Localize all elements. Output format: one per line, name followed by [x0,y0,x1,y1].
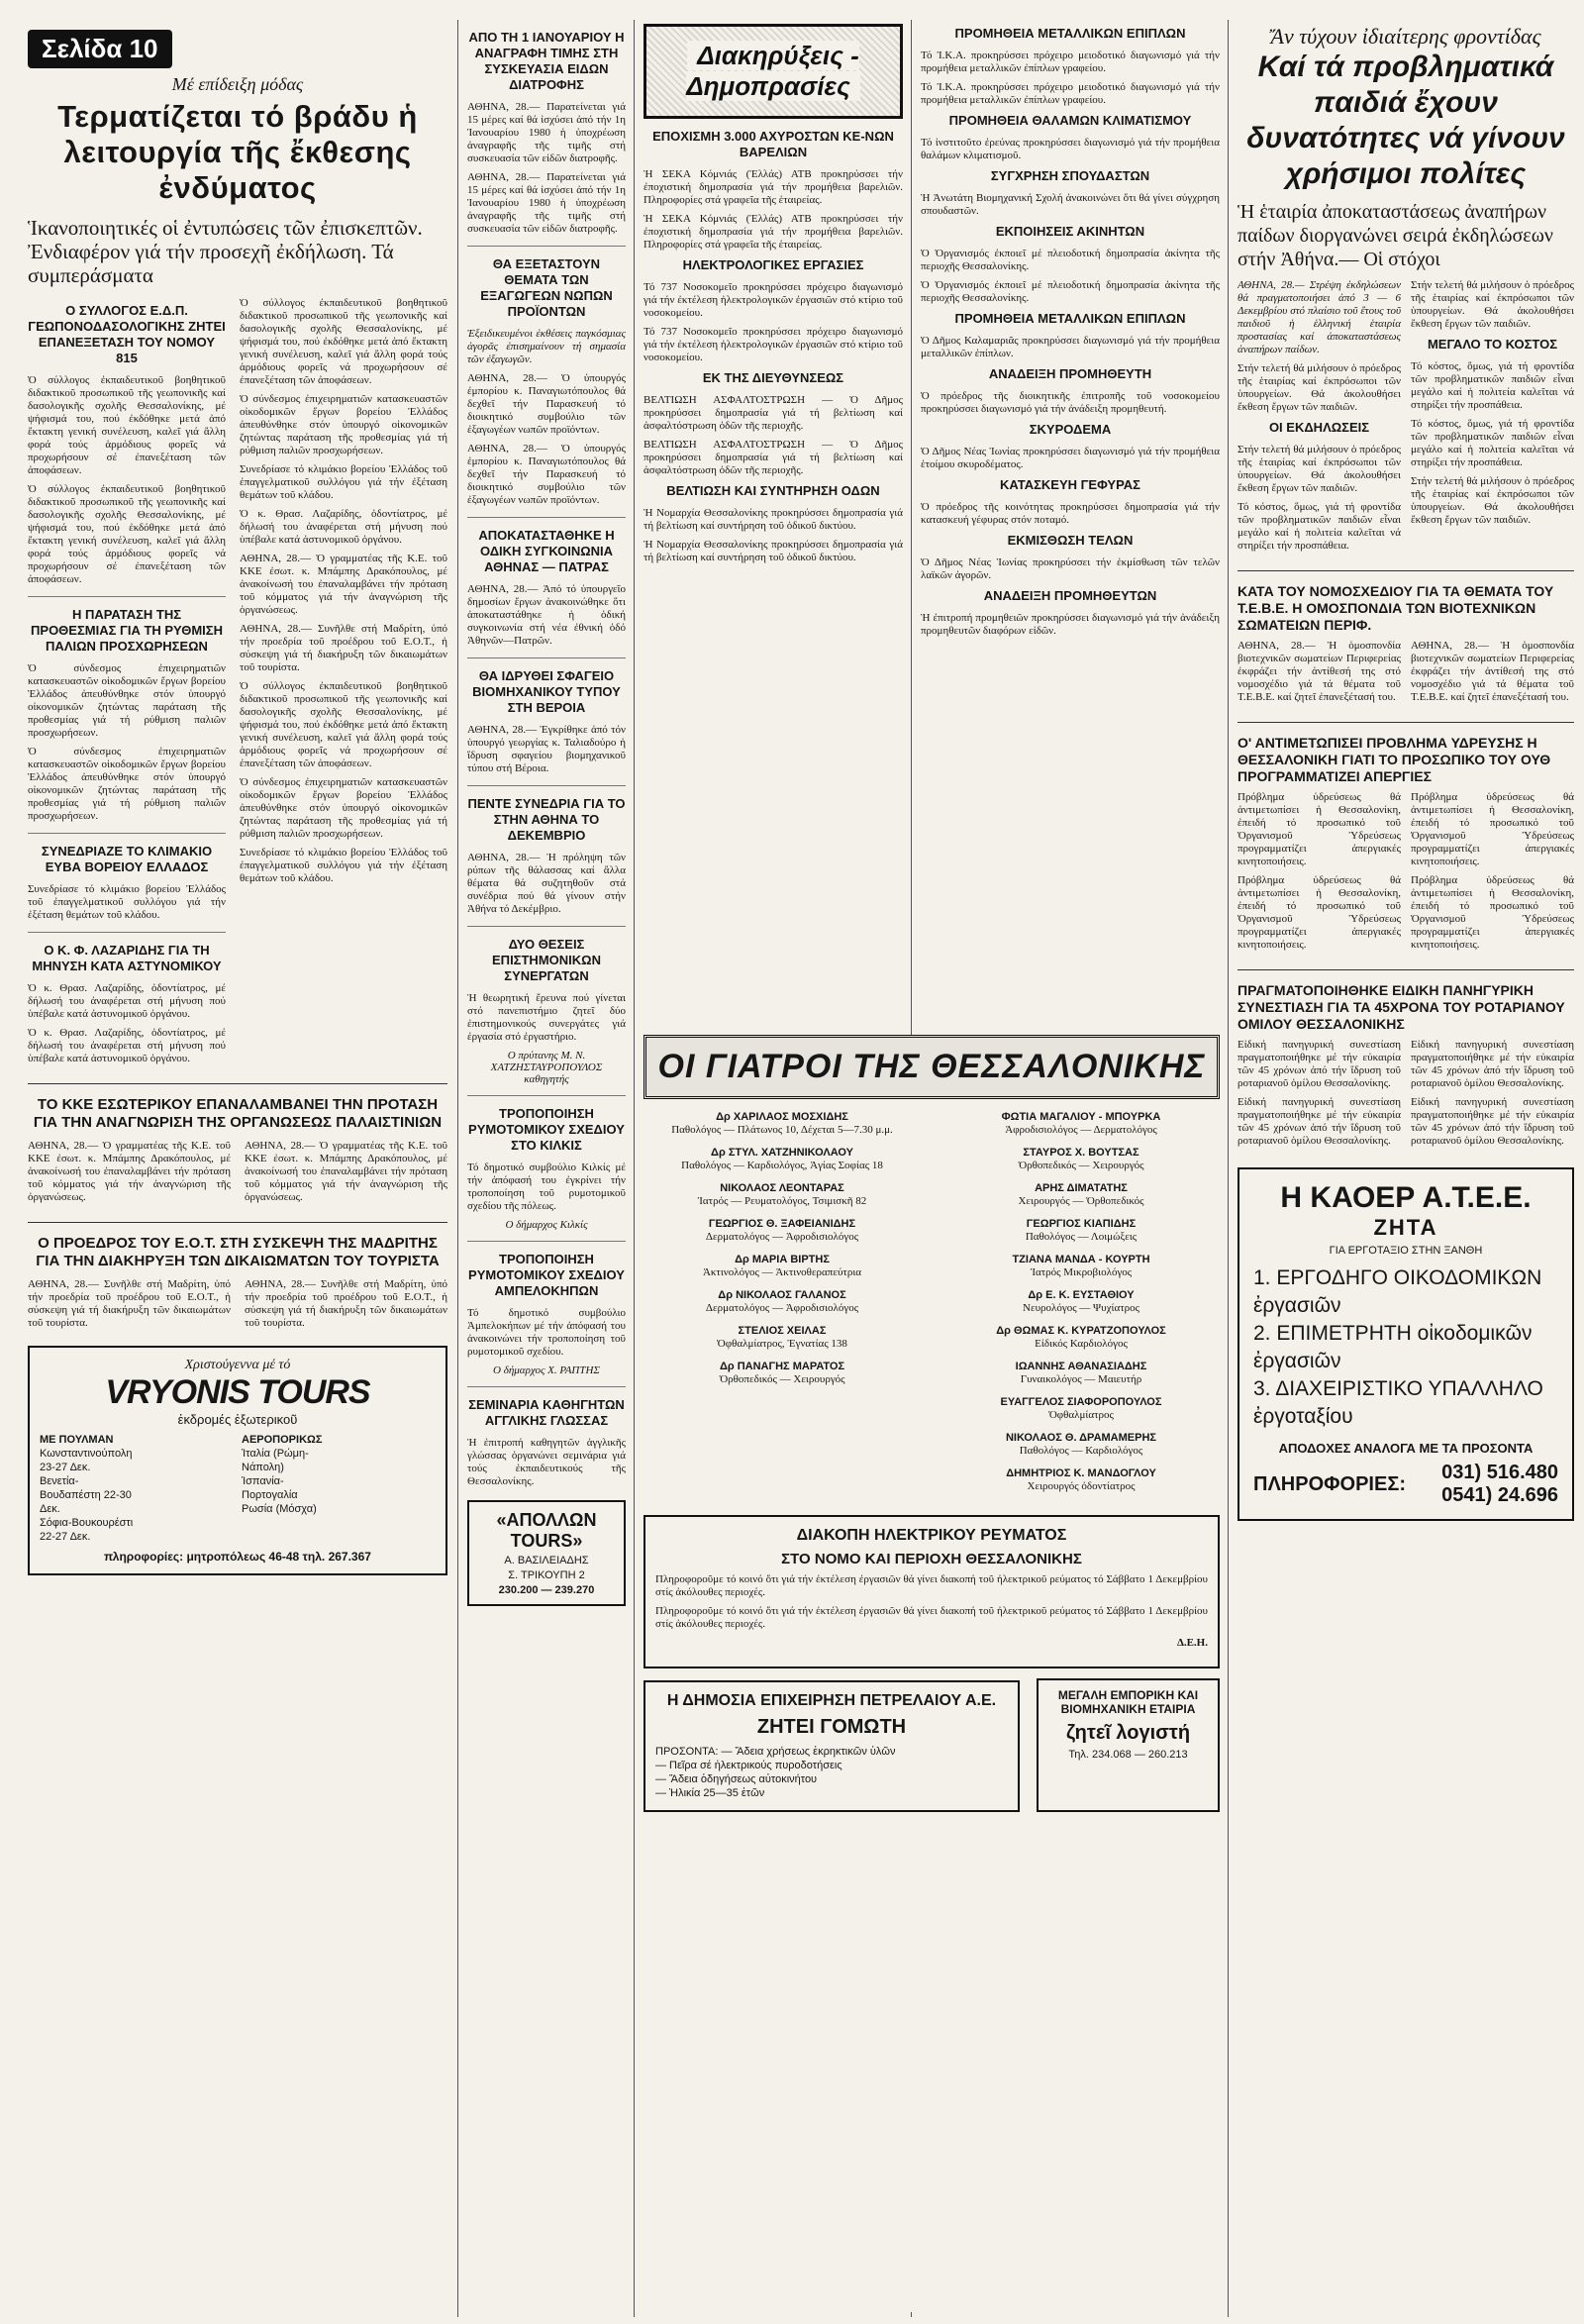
article-body: Συνεδρίασε τό κλιμάκιο βορείου Ἑλλάδος τοῦ ἐπαγγελματικοῦ συλλόγου γιά τήν ἐξέταση θεμάτων τοῦ κλάδου. [28,883,226,921]
ad-left-list [40,1433,234,1544]
ad-logo: VRYONIS TOURS [105,1373,370,1411]
notice-body: Ὁ Δῆμος Καλαμαριᾶς προκηρύσσει διαγωνισμό γιά τήν προμήθεια μεταλλικῶν ἐπίπλων. [921,335,1220,359]
article-headline: Ο' ΑΝΤΙΜΕΤΩΠΙΣΕΙ ΠΡΟΒΛΗΜΑ ΥΔΡΕΥΣΗΣ Η ΘΕΣΣΑΛΟΝΙΚΗ ΓΙΑΤΙ ΤΟ ΠΡΟΣΩΠΙΚΟ ΤΟΥ ΟΥΘ ΠΡΟΓΡΑΜΜΑΤΙΖΕΙ ΑΠΕΡΓΙΕΣ [1238,735,1551,784]
notice-body: ΒΕΛΤΙΩΣΗ ΑΣΦΑΛΤΟΣΤΡΩΣΗ — Ὁ Δῆμος προκηρύσσει δημοπρασία γιά τή βελτίωση καί ἀσφαλτόστρωση ὁδῶν τῆς περιοχῆς. [644,439,903,476]
doctor-listing: ΓΕΩΡΓΙΟΣ Θ. ΞΑΦΕΙΑΝΙΔΗΣ Δερματολόγος — Ἀφροδισιολόγος [705,1218,859,1243]
ad-columns [40,1433,436,1544]
ad-item: Σόφια-Βουκουρέστι 22-27 Δεκ. [40,1517,134,1543]
requirement-item: — Ἡλικία 25—35 ἐτῶν [655,1787,765,1799]
requirement-item: — Ἄδεια ὁδηγήσεως αὐτοκινήτου [655,1773,818,1785]
column-divider [1228,20,1229,2317]
doctor-listing: ΑΡΗΣ ΔΙΜΑΤΑΤΗΣ Χειρουργός — Ὀρθοπεδικός [1018,1182,1144,1207]
notice-headline: ΗΛΕΚΤΡΟΛΟΓΙΚΕΣ ΕΡΓΑΣΙΕΣ [682,257,864,272]
article-body: Ἡ ἐπιτροπή καθηγητῶν ἀγγλικῆς γλώσσας ὀργανώνει σεμινάρια γιά τούς ἐκπαιδευτικούς τῆς Θεσσαλονίκης. [467,1437,626,1487]
notice-body: Ἡ ΣΕΚΑ Κόμνιάς (Ἑλλάς) ΑΤΒ προκηρύσσει τήν ἐποχιστική δημοπρασία γιά τήν προμήθεια βαρελιῶν. Πληροφορίες στά γραφεῖα τῆς ἑταιρείας. [644,213,903,251]
article-body: Ἡ θεωρητική ἔρευνα πού γίνεται στό πανεπιστήμιο ζητεῖ δύο ἐπιστημονικούς συνεργάτες γιά ἐργασία στό ἐργαστήριο. [467,992,626,1043]
article-body: Τό κόστος, ὅμως, γιά τή φροντίδα τῶν προβληματικῶν παιδιῶν εἶναι μεγάλο καί ἡ πολιτεία καλεῖται νά στηρίξει τήν προσπάθεια. [1411,360,1574,411]
article-headline: Ο ΠΡΟΕΔΡΟΣ ΤΟΥ Ε.Ο.Τ. ΣΤΗ ΣΥΣΚΕΨΗ ΤΗΣ ΜΑΔΡΙΤΗΣ ΓΙΑ ΤΗΝ ΔΙΑΚΗΡΥΞΗ ΤΩΝ ΔΙΚΑΙΩΜΑΤΩΝ ΤΟΥ ΤΟΥΡΙΣΤΑ [36,1235,440,1269]
article-body: ΑΘΗΝΑ, 28.— Ὁ γραμματέας τῆς Κ.Ε. τοῦ ΚΚΕ ἐσωτ. κ. Μπάμπης Δρακόπουλος, μέ ἀνακοίνωσή του ἐπαναλαμβάνει τήν πρόταση τοῦ κόμματος γιά τήν ἀναγνώριση τῆς ὀργανώσεως. [240,553,447,616]
ad-name: «ΑΠΟΛΛΩΝ TOURS» [496,1510,597,1551]
article-body: Τό δημοτικό συμβούλιο Κιλκίς μέ τήν ἀπόφασή του ἐγκρίνει τήν τροποποίηση τοῦ ρυμοτομικοῦ σχεδίου τῆς πόλεως. [467,1162,626,1212]
ad-note: ΓΙΑ ΕΡΓΟΤΑΞΙΟ ΣΤΗΝ ΞΑΝΘΗ [1329,1245,1483,1257]
notice-headline: ΚΑΤΑΣΚΕΥΗ ΓΕΦΥΡΑΣ [1000,477,1140,492]
article-body: Ὁ σύλλογος ἐκπαιδευτικοῦ βοηθητικοῦ διδακτικοῦ προσωπικοῦ τῆς γεωπονικῆς καί δασολογικῆς σχολῆς Θεσσαλονίκης, μέ ψήφισμά του, πού ἐκδόθηκε μετά ἀπό ἔκτακτη γενική συνέλευση, καλεῖ γιά ἄλλη φορά τούς ἁρμόδιους φορεῖς νά προχωρήσουν σέ ἐπανεξέταση τῶν ἀποφάσεων. [240,297,447,386]
doctors-section [644,1035,1220,2312]
ad-subtitle: ἐκδρομές ἐξωτερικοῦ [177,1412,298,1427]
notice-signature: Δ.Ε.Η. [1176,1637,1208,1649]
article-body: Ὁ σύνδεσμος ἐπιχειρηματιῶν κατασκευαστῶν οἰκοδομικῶν ἔργων βορείου Ἑλλάδος ἀπευθύνθηκε στόν ὑπουργό οἰκονομικῶν ζητώντας παράταση τῆς προθεσμίας γιά τή ρύθμιση παλιῶν προσχωρήσεων. [28,746,226,822]
column-divider [457,20,458,2317]
accountant-job-ad [1037,1678,1220,1812]
article-headline: ΣΥΝΕΔΡΙΑΖΕ ΤΟ ΚΛΙΜΑΚΙΟ ΕΥΒΑ ΒΟΡΕΙΟΥ ΕΛΛΑΔΟΣ [41,844,213,874]
notice-headline: ΠΡΟΜΗΘΕΙΑ ΘΑΛΑΜΩΝ ΚΛΙΜΑΤΙΣΜΟΥ [948,113,1192,128]
article-columns [1238,640,1574,710]
article-headline: Η ΠΑΡΑΤΑΣΗ ΤΗΣ ΠΡΟΘΕΣΜΙΑΣ ΓΙΑ ΤΗ ΡΥΘΜΙΣΗ ΠΑΛΙΩΝ ΠΡΟΣΧΩΡΗΣΕΩΝ [31,607,223,654]
power-outage-notice [644,1515,1220,1668]
article-columns [28,1140,447,1210]
article-headline: ΚΑΤΑ ΤΟΥ ΝΟΜΟΣΧΕΔΙΟΥ ΓΙΑ ΤΑ ΘΕΜΑΤΑ ΤΟΥ Τ.Ε.Β.Ε. Η ΟΜΟΣΠΟΝΔΙΑ ΤΩΝ ΒΙΟΤΕΧΝΙΚΩΝ ΣΩΜΑΤΕΙΩΝ ΠΕΡΙΦ. [1238,583,1554,633]
doctor-listing: ΔΗΜΗΤΡΙΟΣ Κ. ΜΑΝΔΟΓΛΟΥ Χειρουργός ὀδοντίατρος [1006,1467,1156,1492]
notice-body: Ἡ ΣΕΚΑ Κόμνιάς (Ἑλλάς) ΑΤΒ προκηρύσσει τήν ἐποχιστική δημοπρασία γιά τήν προμήθεια βαρελιῶν. Πληροφορίες στά γραφεῖα τῆς ἑταιρείας. [644,168,903,206]
feature-headline: Καί τά προβληματικά παιδιά ἔχουν δυνατότητες νά γίνουν χρήσιμοι πολίτες [1246,51,1565,190]
article-body: Πρόβλημα ὑδρεύσεως θά ἀντιμετωπίσει ἡ Θεσσαλονίκη, ἐπειδή τό προσωπικό τοῦ Ὀργανισμοῦ Ὑδρεύσεως προγραμματίζει ἀπεργιακές κινητοποιήσεις. [1238,874,1401,951]
bottom-ads [644,1668,1220,1812]
ad-right-list [242,1433,436,1544]
article-body: Εἰδική πανηγυρική συνεστίαση πραγματοποιήθηκε μέ τήν εὐκαιρία τῶν 45 χρόνων ἀπό τήν ἵδρυση τοῦ ροταριανοῦ ὁμίλου Θεσσαλονίκης. [1238,1039,1401,1089]
lead-columns [28,297,447,1071]
article-body: Στήν τελετή θά μιλήσουν ὁ πρόεδρος τῆς ἑταιρίας καί ἐκπρόσωποι τῶν ὑπουργείων. Θά ἀκολουθήσει ἔκθεση ἔργων τῶν παιδιῶν. [1238,362,1401,413]
notice-headline: ΠΡΟΜΗΘΕΙΑ ΜΕΤΑΛΛΙΚΩΝ ΕΠΙΠΛΩΝ [954,26,1186,41]
article-body: Στήν τελετή θά μιλήσουν ὁ πρόεδρος τῆς ἑταιρίας καί ἐκπρόσωποι τῶν ὑπουργείων. Θά ἀκολουθήσει ἔκθεση ἔργων τῶν παιδιῶν. [1411,279,1574,330]
doctor-listing: Δρ Ε. Κ. ΕΥΣΤΑΘΙΟΥ Νευρολόγος — Ψυχίατρος [1023,1289,1139,1314]
article-body: Στήν τελετή θά μιλήσουν ὁ πρόεδρος τῆς ἑταιρίας καί ἐκπρόσωποι τῶν ὑπουργείων. Θά ἀκολουθήσει ἔκθεση ἔργων τῶν παιδιῶν. [1238,444,1401,494]
article-headline: Ο ΣΥΛΛΟΓΟΣ Ε.Δ.Π. ΓΕΩΠΟΝΟΔΑΣΟΛΟΓΙΚΗΣ ΖΗΤΕΙ ΕΠΑΝΕΞΕΤΑΣΗ ΤΟΥ ΝΟΜΟΥ 815 [28,303,226,365]
doctor-listing: Δρ ΝΙΚΟΛΑΟΣ ΓΑΛΑΝΟΣ Δερματολόγος — Ἀφροδισιολόγος [705,1289,859,1314]
article-headline: ΠΡΑΓΜΑΤΟΠΟΙΗΘΗΚΕ ΕΙΔΙΚΗ ΠΑΝΗΓΥΡΙΚΗ ΣΥΝΕΣΤΙΑΣΗ ΓΙΑ ΤΑ 45ΧΡΟΝΑ ΤΟΥ ΡΟΤΑΡΙΑΝΟΥ ΟΜΙΛΟΥ ΘΕΣΣΑΛΟΝΙΚΗΣ [1238,982,1565,1032]
doctors-col-right [942,1111,1220,1503]
ad-requirements [655,1745,1008,1800]
feature-col-b [1411,279,1574,558]
article-headline: ΣΕΜΙΝΑΡΙΑ ΚΑΘΗΓΗΤΩΝ ΑΓΓΛΙΚΗΣ ΓΛΩΣΣΑΣ [468,1397,625,1428]
article-col [1411,791,1574,958]
notice-body: Ὁ πρόεδρος τῆς διοικητικῆς ἐπιτροπῆς τοῦ νοσοκομείου προκηρύσσει διαγωνισμό γιά τήν ἀνάδειξη προμηθευτή. [921,390,1220,415]
doctor-listing: ΦΩΤΙΑ ΜΑΓΑΛΙΟΥ - ΜΠΟΥΡΚΑ Ἀφροδισιολόγος — Δερματολόγος [1001,1111,1161,1136]
notices-list [644,129,903,564]
article-body: Εἰδική πανηγυρική συνεστίαση πραγματοποιήθηκε μέ τήν εὐκαιρία τῶν 45 χρόνων ἀπό τήν ἵδρυση τοῦ ροταριανοῦ ὁμίλου Θεσσαλονίκης. [1411,1039,1574,1089]
doctors-banner [644,1035,1220,1099]
feature-col-a [1238,279,1401,558]
article-col [1238,1039,1401,1154]
notice-body: Ὁ πρόεδρος τῆς κοινότητας προκηρύσσει δημοπρασία γιά τήν κατασκευή γέφυρας στόν ποταμό. [921,501,1220,526]
article-body: Ὁ σύνδεσμος ἐπιχειρηματιῶν κατασκευαστῶν οἰκοδομικῶν ἔργων βορείου Ἑλλάδος ἀπευθύνθηκε στόν ὑπουργό οἰκονομικῶν ζητώντας παράταση τῆς προθεσμίας γιά τή ρύθμιση παλιῶν προσχωρήσεων. [28,662,226,739]
ad-company: Η ΚΑΟΕΡ Α.Τ.Ε.Ε. [1280,1181,1532,1214]
article-body: ΑΘΗΝΑ, 28.— Ἀπό τό ὑπουργεῖο δημοσίων ἔργων ἀνακοινώθηκε ὅτι ἀποκαταστάθηκε ἡ ὁδική συγκοινωνία στή νέα ἐθνική ὁδό Ἀθηνῶν—Πατρῶν. [467,583,626,647]
banner-title: Διακηρύξεις - Δημοπρασίες [686,41,859,101]
article-headline: ΤΡΟΠΟΠΟΙΗΣΗ ΡΥΜΟΤΟΜΙΚΟΥ ΣΧΕΔΙΟΥ ΑΜΠΕΛΟΚΗΠΩΝ [468,1252,625,1298]
article-body: Εἰδική πανηγυρική συνεστίαση πραγματοποιήθηκε μέ τήν εὐκαιρία τῶν 45 χρόνων ἀπό τήν ἵδρυση τοῦ ροταριανοῦ ὁμίλου Θεσσαλονίκης. [1411,1096,1574,1147]
doctor-listing: ΤΖΙΑΝΑ ΜΑΝΔΑ - ΚΟΥΡΤΗ Ἰατρός Μικροβιολόγος [1012,1254,1150,1278]
ad-salary-note: ΑΠΟΔΟΧΕΣ ΑΝΑΛΟΓΑ ΜΕ ΤΑ ΠΡΟΣΟΝΤΑ [1278,1441,1534,1456]
notice-body: Ἡ ἐπιτροπή προμηθειῶν προκηρύσσει διαγωνισμό γιά τήν ἀνάδειξη προμηθευτῶν διαφόρων εἰδῶν. [921,612,1220,637]
job-item: 2. ΕΠΙΜΕΤΡΗΤΗ οἰκοδομικῶν ἐργασιῶν [1253,1322,1533,1372]
ad-phone: 230.200 — 239.270 [498,1584,595,1596]
notice-headline: ΒΕΛΤΙΩΣΗ ΚΑΙ ΣΥΝΤΗΡΗΣΗ ΟΔΩΝ [666,483,880,498]
notice-headline: ΑΝΑΔΕΙΞΗ ΠΡΟΜΗΘΕΥΤΗ [988,366,1152,381]
article-headline: ΘΑ ΙΔΡΥΘΕΙ ΣΦΑΓΕΙΟ ΒΙΟΜΗΧΑΝΙΚΟΥ ΤΥΠΟΥ ΣΤΗ ΒΕΡΟΙΑ [472,668,621,715]
ad-owner: Α. ΒΑΣΙΛΕΙΑΔΗΣ [504,1555,589,1566]
article-headline: ΤΡΟΠΟΠΟΙΗΣΗ ΡΥΜΟΤΟΜΙΚΟΥ ΣΧΕΔΙΟΥ ΣΤΟ ΚΙΛΚΙΣ [468,1106,625,1153]
article-subhead: ΟΙ ΕΚΔΗΛΩΣΕΙΣ [1268,420,1370,435]
article-body: ΑΘΗΝΑ, 28.— Συνῆλθε στή Μαδρίτη, ὑπό τήν προεδρία τοῦ προέδρου τοῦ Ε.Ο.Τ., ἡ σύσκεψη γιά τή διακήρυξη τῶν δικαιωμάτων τοῦ τουρίστα. [240,623,447,673]
doctor-listing: Δρ ΘΩΜΑΣ Κ. ΚΥΡΑΤΖΟΠΟΥΛΟΣ Εἰδικός Καρδιολόγος [996,1325,1166,1350]
job-item: 1. ΕΡΓΟΔΗΓΟ ΟΙΚΟΔΟΜΙΚΩΝ ἐργασιῶν [1253,1266,1542,1317]
article-body: Ὁ σύνδεσμος ἐπιχειρηματιῶν κατασκευαστῶν οἰκοδομικῶν ἔργων βορείου Ἑλλάδος ἀπευθύνθηκε στόν ὑπουργό οἰκονομικῶν ζητώντας παράταση τῆς προθεσμίας γιά τή ρύθμιση παλιῶν προσχωρήσεων. [240,776,447,840]
article-body: Ὁ σύνδεσμος ἐπιχειρηματιῶν κατασκευαστῶν οἰκοδομικῶν ἔργων βορείου Ἑλλάδος ἀπευθύνθηκε στόν ὑπουργό οἰκονομικῶν ζητώντας παράταση τῆς προθεσμίας γιά τή ρύθμιση παλιῶν προσχωρήσεων. [240,393,447,456]
notice-body: Ἡ Νομαρχία Θεσσαλονίκης προκηρύσσει δημοπρασία γιά τή βελτίωση καί συντήρηση τοῦ ὁδικοῦ δικτύου. [644,539,903,563]
article-columns [1238,791,1574,958]
article-body: ΑΘΗΝΑ, 28.— Συνῆλθε στή Μαδρίτη, ὑπό τήν προεδρία τοῦ προέδρου τοῦ Ε.Ο.Τ., ἡ σύσκεψη γιά τή διακήρυξη τῶν δικαιωμάτων τοῦ τουρίστα. [245,1278,447,1329]
doctor-listing: ΝΙΚΟΛΑΟΣ ΛΕΟΝΤΑΡΑΣ Ἰατρός — Ρευματολόγος, Τσιμισκῆ 82 [697,1182,867,1207]
article-body: Πρόβλημα ὑδρεύσεως θά ἀντιμετωπίσει ἡ Θεσσαλονίκη, ἐπειδή τό προσωπικό τοῦ Ὀργανισμοῦ Ὑδρεύσεως προγραμματίζει ἀπεργιακές κινητοποιήσεις. [1238,791,1401,867]
article-headline: ΑΠΟΚΑΤΑΣΤΑΘΗΚΕ Η ΟΔΙΚΗ ΣΥΓΚΟΙΝΩΝΙΑ ΑΘΗΝΑΣ — ΠΑΤΡΑΣ [478,528,615,574]
notice-headline: ΠΡΟΜΗΘΕΙΑ ΜΕΤΑΛΛΙΚΩΝ ΕΠΙΠΛΩΝ [954,311,1186,326]
notice-title: ΔΙΑΚΟΠΗ ΗΛΕΚΤΡΙΚΟΥ ΡΕΥΜΑΤΟΣ [796,1527,1067,1544]
notice-headline: ΣΚΥΡΟΔΕΜΑ [1029,422,1112,437]
article-headline: ΤΟ ΚΚΕ ΕΣΩΤΕΡΙΚΟΥ ΕΠΑΝΑΛΑΜΒΑΝΕΙ ΤΗΝ ΠΡΟΤΑΣΗ ΓΙΑ ΤΗΝ ΑΝΑΓΝΩΡΙΣΗ ΤΗΣ ΟΡΓΑΝΩΣΕΩΣ ΠΑΛΑΙΣΤΙΝΙΩΝ [33,1096,443,1131]
lead-deck: Ἱκανοποιητικές οἱ ἐντυπώσεις τῶν ἐπισκεπτῶν. Ἐνδιαφέρον γιά τήν προσεχῆ ἐκδήλωση. Τά συμπεράσματα [28,216,423,287]
article-headline: ΠΕΝΤΕ ΣΥΝΕΔΡΙΑ ΓΙΑ ΤΟ ΣΤΗΝ ΑΘΗΝΑ ΤΟ ΔΕΚΕΜΒΡΙΟ [467,796,626,843]
article-body: Ὁ κ. Θρασ. Λαζαρίδης, ὀδοντίατρος, μέ δήλωσή του ἀναφέρεται στή μήνυση πού ὑπέβαλε κατά ἀστυνομικοῦ ὀργάνου. [28,982,226,1020]
article-col [1411,1039,1574,1154]
article-body: ΑΘΗΝΑ, 28.— Ὁ ὑπουργός ἐμπορίου κ. Παναγιωτόπουλος θά δεχθεῖ τήν Παρασκευή τό διοικητικό συμβούλιο τῶν ἐξαγωγέων νωπῶν προϊόντων. [467,372,626,436]
notice-body: Ἡ Ἀνωτάτη Βιομηχανική Σχολή ἀνακοινώνει ὅτι θά γίνει σύγχρηση σπουδαστῶν. [921,192,1220,217]
ad-contact [1253,1462,1558,1507]
notice-body: Τό Ἰ.Κ.Α. προκηρύσσει πρόχειρο μειοδοτικό διαγωνισμό γιά τήν προμήθεια μεταλλικῶν ἐπίπλων γραφείου. [921,81,1220,106]
doctors-col-left [644,1111,921,1503]
doctor-listing: Δρ ΣΤΥΛ. ΧΑΤΖΗΝΙΚΟΛΑΟΥ Παθολόγος — Καρδιολόγος, Ἀγίας Σοφίας 18 [681,1147,883,1171]
job-item: 3. ΔΙΑΧΕΙΡΙΣΤΙΚΟ ΥΠΑΛΛΗΛΟ ἐργοταξίου [1253,1377,1543,1428]
requirement-item: — Πεῖρα σέ ἠλεκτρικούς πυροδοτήσεις [655,1760,842,1771]
article-body: Πρόβλημα ὑδρεύσεως θά ἀντιμετωπίσει ἡ Θεσσαλονίκη, ἐπειδή τό προσωπικό τοῦ Ὀργανισμοῦ Ὑδρεύσεως προγραμματίζει ἀπεργιακές κινητοποιήσεις. [1411,874,1574,951]
article-headline: Ο Κ. Φ. ΛΑΖΑΡΙΔΗΣ ΓΙΑ ΤΗ ΜΗΝΥΣΗ ΚΑΤΑ ΑΣΤΥΝΟΜΙΚΟΥ [32,943,222,973]
notice-headline: ΕΚΜΙΣΘΩΣΗ ΤΕΛΩΝ [1007,533,1134,548]
ad-item: ΜΕ ΠΟΥΛΜΑΝ [40,1434,114,1446]
notice-body: Πληροφοροῦμε τό κοινό ὅτι γιά τήν ἐκτέλεση ἐργασιῶν θά γίνει διακοπή τοῦ ἠλεκτρικοῦ ρεύματος τό Σάββατο 1 Δεκεμβρίου στίς ἀκόλουθες περιοχές. [655,1605,1208,1630]
lead-col-b [240,297,447,1071]
article-body: Συνεδρίασε τό κλιμάκιο βορείου Ἑλλάδος τοῦ ἐπαγγελματικοῦ συλλόγου γιά τήν ἐξέταση θεμάτων τοῦ κλάδου. [240,847,447,884]
fuel-company-ad [644,1680,1020,1812]
article-body: ΑΘΗΝΑ, 28.— Ὁ γραμματέας τῆς Κ.Ε. τοῦ ΚΚΕ ἐσωτ. κ. Μπάμπης Δρακόπουλος, μέ ἀνακοίνωσή του ἐπαναλαμβάνει τήν πρόταση τοῦ κόμματος γιά τήν ἀναγνώριση τῆς ὀργανώσεως. [245,1140,447,1203]
doctor-listing: ΓΕΩΡΓΙΟΣ ΚΙΑΠΙΔΗΣ Παθολόγος — Λοιμώξεις [1025,1218,1138,1243]
article-body: Πρόβλημα ὑδρεύσεως θά ἀντιμετωπίσει ἡ Θεσσαλονίκη, ἐπειδή τό προσωπικό τοῦ Ὀργανισμοῦ Ὑδρεύσεως προγραμματίζει ἀπεργιακές κινητοποιήσεις. [1411,791,1574,867]
doctor-listing: Δρ ΠΑΝΑΓΗΣ ΜΑΡΑΤΟΣ Ὀρθοπεδικός — Χειρουργός [719,1361,845,1385]
article-body: ΑΘΗΝΑ, 28.— Παρατείνεται γιά 15 μέρες καί θά ἰσχύσει ἀπό τήν 1η Ἰανουαρίου 1980 ἡ ὑποχρέωση ἀναγραφῆς τῆς τιμῆς στή συσκευασία τῶν εἰδῶν διατροφῆς. [467,171,626,235]
column-second [467,0,626,2317]
column-divider [634,20,635,2317]
article-body: ΑΘΗΝΑ, 28.— Συνῆλθε στή Μαδρίτη, ὑπό τήν προεδρία τοῦ προέδρου τοῦ Ε.Ο.Τ., ἡ σύσκεψη γιά τή διακήρυξη τῶν δικαιωμάτων τοῦ τουρίστα. [28,1278,231,1329]
notice-body: Ἡ Νομαρχία Θεσσαλονίκης προκηρύσσει δημοπρασία γιά τή βελτίωση καί συντήρηση τοῦ ὁδικοῦ δικτύου. [644,507,903,532]
article-headline: ΑΠΟ ΤΗ 1 ΙΑΝΟΥΑΡΙΟΥ Η ΑΝΑΓΡΑΦΗ ΤΙΜΗΣ ΣΤΗ ΣΥΣΚΕΥΑΣΙΑ ΕΙΔΩΝ ΔΙΑΤΡΟΦΗΣ [468,30,625,92]
column-left [28,0,447,2317]
ad-tagline: Χριστούγεννα μέ τό [184,1358,291,1372]
article-body: ΑΘΗΝΑ, 28.— Ἡ πρόληψη τῶν ρύπων τῆς θάλασσας καί ἄλλα θέματα θά συζητηθοῦν στά συνέδρια πού θά γίνουν στήν Ἀθήνα τό Δεκέμβριο. [467,852,626,915]
doctors-listings [644,1111,1220,1503]
ad-subtitle: ζητεῖ λογιστή [1065,1722,1191,1744]
notice-headline: ΕΠΟΧΙΣΜΗ 3.000 ΑΧΥΡΟΣΤΩΝ ΚΕ-ΝΩΝ ΒΑΡΕΛΙΩΝ [652,129,894,159]
ad-item: Βενετία-Βουδαπέστη 22-30 Δεκ. [40,1475,132,1515]
article-body: ΑΘΗΝΑ, 28.— Ὁ γραμματέας τῆς Κ.Ε. τοῦ ΚΚΕ ἐσωτ. κ. Μπάμπης Δρακόπουλος, μέ ἀνακοίνωσή του ἐπαναλαμβάνει τήν πρόταση τοῦ κόμματος γιά τήν ἀναγνώριση τῆς ὀργανώσεως. [28,1140,231,1203]
doctor-listing: ΝΙΚΟΛΑΟΣ Θ. ΔΡΑΜΑΜΕΡΗΣ Παθολόγος — Καρδιολόγος [1005,1432,1157,1457]
doctor-listing: Δρ ΧΑΡΙΛΑΟΣ ΜΟΣΧΙΔΗΣ Παθολόγος — Πλάτωνος 10, Δέχεται 5—7.30 μ.μ. [671,1111,893,1136]
article-body: ΑΘΗΝΑ, 28.— Ἐγκρίθηκε ἀπό τόν ὑπουργό γεωργίας κ. Ταλιαδούρο ἡ ἵδρυση σφαγείου βιομηχανικοῦ τύπου στή Βέροια. [467,724,626,774]
feature-deck: Ἡ ἑταιρία ἀποκαταστάσεως ἀναπήρων παίδων διοργανώνει σειρά ἐκδηλώσεων στήν Ἀθήνα.— Οἱ στόχοι [1238,201,1553,270]
article-signature: Ο πρύτανης Μ. Ν. ΧΑΤΖΗΣΤΑΥΡΟΠΟΥΛΟΣ καθηγητής [490,1050,603,1085]
ad-item: ΑΕΡΟΠΟΡΙΚΩΣ [242,1434,323,1446]
job-advertisement [1238,1167,1574,1521]
ad-item: Ἰταλία (Ρώμη-Νάπολη) [242,1448,309,1473]
article-body: Συνεδρίασε τό κλιμάκιο βορείου Ἑλλάδος τοῦ ἐπαγγελματικοῦ συλλόγου γιά τήν ἐξέταση θεμάτων τοῦ κλάδου. [240,463,447,501]
article-body: Ὁ σύλλογος ἐκπαιδευτικοῦ βοηθητικοῦ διδακτικοῦ προσωπικοῦ τῆς γεωπονικῆς καί δασολογικῆς σχολῆς Θεσσαλονίκης, μέ ψήφισμά του, πού ἐκδόθηκε μετά ἀπό ἔκτακτη γενική συνέλευση, καλεῖ γιά ἄλλη φορά τούς ἁρμόδιους φορεῖς νά προχωρήσουν σέ ἐπανεξέταση τῶν ἀποφάσεων. [240,680,447,769]
phone-number: 0541) 24.696 [1441,1484,1558,1506]
article-col [1238,791,1401,958]
article-body: ΑΘΗΝΑ, 28.— Παρατείνεται γιά 15 μέρες καί θά ἰσχύσει ἀπό τήν 1η Ἰανουαρίου 1980 ἡ ὑποχρέωση ἀναγραφῆς τῆς τιμῆς στή συσκευασία τῶν εἰδῶν διατροφῆς. [467,101,626,164]
ad-footer: πληροφορίες: μητροπόλεως 46-48 τηλ. 267.367 [104,1550,371,1564]
article-body: Στήν τελετή θά μιλήσουν ὁ πρόεδρος τῆς ἑταιρίας καί ἐκπρόσωποι τῶν ὑπουργείων. Θά ἀκολουθήσει ἔκθεση ἔργων τῶν παιδιῶν. [1411,475,1574,526]
notice-body: Ὁ Ὀργανισμός ἐκποιεῖ μέ πλειοδοτική δημοπρασία ἀκίνητα τῆς περιοχῆς Θεσσαλονίκης. [921,279,1220,304]
phone-number: 031) 516.480 [1441,1462,1558,1483]
doctor-listing: ΕΥΑΓΓΕΛΟΣ ΣΙΑΦΟΡΟΠΟΥΛΟΣ Ὀφθαλμίατρος [1000,1396,1162,1421]
notice-body: Ὁ Δῆμος Νέας Ἰωνίας προκηρύσσει τήν ἐκμίσθωση τῶν τελῶν λαϊκῶν ἀγορῶν. [921,556,1220,581]
article-body: Ὁ κ. Θρασ. Λαζαρίδης, ὀδοντίατρος, μέ δήλωσή του ἀναφέρεται στή μήνυση πού ὑπέβαλε κατά ἀστυνομικοῦ ὀργάνου. [28,1027,226,1064]
notice-body: Πληροφοροῦμε τό κοινό ὅτι γιά τήν ἐκτέλεση ἐργασιῶν θά γίνει διακοπή τοῦ ἠλεκτρικοῦ ρεύματος τό Σάββατο 1 Δεκεμβρίου στίς ἀκόλουθες περιοχές. [655,1573,1208,1598]
notice-body: Τό Ἰ.Κ.Α. προκηρύσσει πρόχειρο μειοδοτικό διαγωνισμό γιά τήν προμήθεια μεταλλικῶν ἐπίπλων γραφείου. [921,50,1220,74]
lead-kicker: Μέ επίδειξη μόδας [171,74,304,94]
article-body: Ὁ κ. Θρασ. Λαζαρίδης, ὀδοντίατρος, μέ δήλωσή του ἀναφέρεται στή μήνυση πού ὑπέβαλε κατά ἀστυνομικοῦ ὀργάνου. [240,508,447,546]
ad-item: Ρωσία (Μόσχα) [242,1503,317,1515]
contact-phones [1441,1462,1558,1507]
ad-item: Κωνσταντινούπολη 23-27 Δεκ. [40,1448,133,1473]
feature-kicker: Ἄν τύχουν ἰδιαίτερης φροντίδας [1270,24,1541,49]
contact-label: ΠΛΗΡΟΦΟΡΙΕΣ: [1253,1472,1406,1495]
ad-subtitle: ΖΗΤΕΙ ΓΟΜΩΤΗ [756,1716,907,1738]
notice-subtitle: ΣΤΟ ΝΟΜΟ ΚΑΙ ΠΕΡΙΟΧΗ ΘΕΣΣΑΛΟΝΙΚΗΣ [781,1551,1082,1567]
ad-address: Σ. ΤΡΙΚΟΥΠΗ 2 [508,1569,585,1581]
article-columns [28,1278,447,1336]
article-lead: ΑΘΗΝΑ, 28.— Στρέψη ἐκδηλώσεων θά πραγματοποιήσει ἀπό 3 — 6 Δεκεμβρίου στό πλαίσιο τοῦ ἔτους τοῦ παιδιοῦ ἡ ἑλληνική ἑταιρία προστασίας καί ἀποκαταστάσεως ἀναπήρων παίδων. [1238,279,1401,355]
feature-columns [1238,279,1574,558]
article-signature: Ο δήμαρχος Κιλκίς [505,1219,588,1231]
doctor-listing: ΣΤΕΛΙΟΣ ΧΕΙΛΑΣ Ὀφθαλμίατρος, Ἐγνατίας 138 [717,1325,847,1350]
article-body: Τό κόστος, ὅμως, γιά τή φροντίδα τῶν προβληματικῶν παιδιῶν εἶναι μεγάλο καί ἡ πολιτεία καλεῖται νά στηρίξει τήν προσπάθεια. [1238,501,1401,552]
article-signature: Ο δήμαρχος Χ. ΡΑΠΤΗΣ [493,1364,600,1376]
column-right [1238,0,1574,2317]
notice-body: Τό 737 Νοσοκομεῖο προκηρύσσει πρόχειρο διαγωνισμό γιά τήν ἐκτέλεση ἠλεκτρολογικῶν ἐργασιῶν στό κτίριο τοῦ νοσοκομείου. [644,281,903,319]
doctors-title: ΟΙ ΓΙΑΤΡΟΙ ΤΗΣ ΘΕΣΣΑΛΟΝΙΚΗΣ [657,1048,1206,1085]
notice-body: Τό 737 Νοσοκομεῖο προκηρύσσει πρόχειρο διαγωνισμό γιά τήν ἐκτέλεση ἠλεκτρολογικῶν ἐργασιῶν στό κτίριο τοῦ νοσοκομείου. [644,326,903,363]
article-subhead: ΜΕΓΑΛΟ ΤΟ ΚΟΣΤΟΣ [1427,337,1558,352]
article-columns [1238,1039,1574,1154]
requirement-item: ΠΡΟΣΟΝΤΑ: — Ἄδεια χρήσεως ἐκρηκτικῶν ὑλῶν [655,1746,896,1758]
article-body: Τό κόστος, ὅμως, γιά τή φροντίδα τῶν προβληματικῶν παιδιῶν εἶναι μεγάλο καί ἡ πολιτεία καλεῖται νά στηρίξει τήν προσπάθεια. [1411,418,1574,468]
ad-item: Ἰσπανία-Πορτογαλία [242,1475,298,1501]
page-number-tag: Σελίδα 10 [28,30,172,68]
article-body: Ὁ σύλλογος ἐκπαιδευτικοῦ βοηθητικοῦ διδακτικοῦ προσωπικοῦ τῆς γεωπονικῆς καί δασολογικῆς σχολῆς Θεσσαλονίκης, μέ ψήφισμά του, πού ἐκδόθηκε μετά ἀπό ἔκτακτη γενική συνέλευση, καλεῖ γιά ἄλλη φορά τούς ἁρμόδιους φορεῖς νά προχωρήσουν σέ ἐπανεξέταση τῶν ἀποφάσεων. [28,483,226,585]
doctor-listing: ΣΤΑΥΡΟΣ Χ. ΒΟΥΤΣΑΣ Ὀρθοπεδικός — Χειρουργός [1018,1147,1144,1171]
notice-body: Ὁ Δῆμος Νέας Ἰωνίας προκηρύσσει διαγωνισμό γιά τήν προμήθεια ἑτοίμου σκυροδέματος. [921,446,1220,470]
section-banner [644,24,903,119]
doctor-listing: ΙΩΑΝΝΗΣ ΑΘΑΝΑΣΙΑΔΗΣ Γυναικολόγος — Μαιευτήρ [1015,1361,1147,1385]
article-body: ΑΘΗΝΑ, 28.— Ὁ ὑπουργός ἐμπορίου κ. Παναγιωτόπουλος θά δεχθεῖ τήν Παρασκευή τό διοικητικό συμβούλιο τῶν ἐξαγωγέων νωπῶν προϊόντων. [467,443,626,506]
article-body: ΑΘΗΝΑ, 28.— Ἡ ὁμοσπονδία βιοτεχνικῶν σωματείων Περιφερείας ἐκφράζει τήν ἀντίθεσή της στό νομοσχέδιο γιά τά θέματα τοῦ Τ.Ε.Β.Ε. καί ζητεῖ ἐπανεξέτασή του. [1411,640,1574,703]
article-lead: Ἐξειδικευμένοι ἐκθέσεις παγκόσμιας ἀγορᾶς ἐπισημαίνουν τή σημασία τῶν ἐξαγωγῶν. [467,328,626,365]
ad-subtitle: ΖΗΤΑ [1373,1215,1438,1240]
notice-body: ΒΕΛΤΙΩΣΗ ΑΣΦΑΛΤΟΣΤΡΩΣΗ — Ὁ Δῆμος προκηρύσσει δημοπρασία γιά τή βελτίωση καί ἀσφαλτόστρωση ὁδῶν τῆς περιοχῆς. [644,394,903,432]
lead-headline: Τερματίζεται τό βράδυ ἡ λειτουργία τῆς ἔκθεσης ἐνδύματος [57,99,418,205]
notice-headline: ΑΝΑΔΕΙΞΗ ΠΡΟΜΗΘΕΥΤΩΝ [983,588,1157,603]
column-tenders [921,0,1220,1030]
article-headline: ΘΑ ΕΞΕΤΑΣΤΟΥΝ ΘΕΜΑΤΑ ΤΩΝ ΕΞΑΓΩΓΕΩΝ ΝΩΠΩΝ ΠΡΟΪΟΝΤΩΝ [480,256,613,319]
notice-headline: ΣΥΓΧΡΗΣΗ ΣΠΟΥΔΑΣΤΩΝ [990,168,1150,183]
notice-headline: ΕΚ ΤΗΣ ΔΙΕΥΘΥΝΣΕΩΣ [702,370,844,385]
article-body: ΑΘΗΝΑ, 28.— Ἡ ὁμοσπονδία βιοτεχνικῶν σωματείων Περιφερείας ἐκφράζει τήν ἀντίθεσή της στό νομοσχέδιο γιά τά θέματα τοῦ Τ.Ε.Β.Ε. καί ζητεῖ ἐπανεξέτασή του. [1238,640,1401,703]
article-body: Τό δημοτικό συμβούλιο Ἀμπελοκήπων μέ τήν ἀπόφασή του ἀνακοινώνει τήν τροποποίηση τοῦ ρυμοτομικοῦ σχεδίου. [467,1307,626,1358]
ad-title: ΜΕΓΑΛΗ ΕΜΠΟΡΙΚΗ ΚΑΙ ΒΙΟΜΗΧΑΝΙΚΗ ΕΤΑΙΡΙΑ [1057,1688,1199,1716]
doctor-listing: Δρ ΜΑΡΙΑ ΒΙΡΤΗΣ Ἀκτινολόγος — Ἀκτινοθεραπεύτρια [702,1254,862,1278]
ad-title: Η ΔΗΜΟΣΙΑ ΕΠΙΧΕΙΡΗΣΗ ΠΕΤΡΕΛΑΙΟΥ Α.Ε. [666,1692,997,1709]
article-body: Εἰδική πανηγυρική συνεστίαση πραγματοποιήθηκε μέ τήν εὐκαιρία τῶν 45 χρόνων ἀπό τήν ἵδρυση τοῦ ροταριανοῦ ὁμίλου Θεσσαλονίκης. [1238,1096,1401,1147]
apollon-advertisement [467,1500,626,1606]
notice-headline: ΕΚΠΟΙΗΣΕΙΣ ΑΚΙΝΗΤΩΝ [995,224,1145,239]
article-headline: ΔΥΟ ΘΕΣΕΙΣ ΕΠΙΣΤΗΜΟΝΙΚΩΝ ΣΥΝΕΡΓΑΤΩΝ [492,937,601,983]
travel-advertisement [28,1346,447,1575]
ad-phone: Τηλ. 234.068 — 260.213 [1068,1749,1188,1761]
notice-body: Τό ἰνστιτοῦτο ἐρεύνας προκηρύσσει διαγωνισμό γιά τήν προμήθεια θαλάμων κλιματισμοῦ. [921,137,1220,161]
notice-body: Ὁ Ὀργανισμός ἐκποιεῖ μέ πλειοδοτική δημοπρασία ἀκίνητα τῆς περιοχῆς Θεσσαλονίκης. [921,248,1220,272]
lead-col-a [28,297,226,1071]
article-body: Ὁ σύλλογος ἐκπαιδευτικοῦ βοηθητικοῦ διδακτικοῦ προσωπικοῦ τῆς γεωπονικῆς καί δασολογικῆς σχολῆς Θεσσαλονίκης, μέ ψήφισμά του, πού ἐκδόθηκε μετά ἀπό ἔκτακτη γενική συνέλευση, καλεῖ γιά ἄλλη φορά τούς ἁρμόδιους φορεῖς νά προχωρήσουν σέ ἐπανεξέταση τῶν ἀποφάσεων. [28,374,226,476]
